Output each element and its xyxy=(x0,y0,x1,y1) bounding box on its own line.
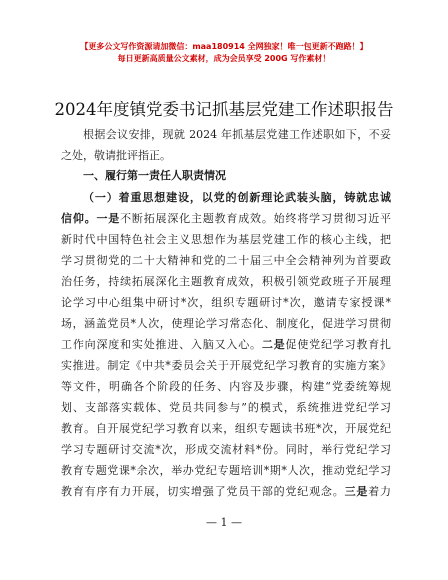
paragraph-line xyxy=(61,338,391,351)
enumeration-marker: 一是 xyxy=(96,212,121,225)
paragraph-line: 治任务，持续拓展深化主题教育成效，积极引领党政班子开展理 xyxy=(61,275,391,288)
page-number: — 1 — xyxy=(206,516,242,529)
enumeration-marker: 三是 xyxy=(344,485,369,498)
intro-line-2: 之处，敬请批评指正。 xyxy=(61,149,171,162)
paragraph-line: 等文件，明确各个阶段的任务、内容及步骤，构建“党委统筹规 xyxy=(61,380,391,393)
intro-line-1: 根据会议安排，现就 2024 年抓基层党建工作述职如下，不妥 xyxy=(83,128,391,141)
paragraph-line: 教育专题党课*余次，举办党纪专题培训*期*人次，推动党纪学习 xyxy=(61,464,391,477)
text-span: 着力 xyxy=(368,485,391,498)
paragraph-line: 学习贯彻党的二十大精神和党的二十届三中全会精神列为首要政 xyxy=(61,254,391,267)
subsection-heading-1: （一）着重思想建设，以党的创新理论武装头脑，铸就忠诚 xyxy=(83,191,391,204)
promo-banner-line-2: 每日更新高质量公文素材，成为会员享受 200G 写作素材！ xyxy=(117,54,331,63)
promo-banner-line-1: 【更多公文写作资源请加微信：maa180914 全网独家！唯一包更新不跑路！】 xyxy=(80,42,368,51)
paragraph-line: 教育。自开展党纪学习教育以来，组织专题读书班*次，开展党纪 xyxy=(61,422,391,435)
text-span: 不断拓展深化主题教育成效。始终将学习贯彻习近平 xyxy=(120,212,391,225)
document-title: 2024年度镇党委书记抓基层党建工作述职报告 xyxy=(54,100,394,119)
paragraph-line: 场，涵盖党员*人次，使理论学习常态化、制度化，促进学习贯彻 xyxy=(61,317,391,330)
paragraph-line: 实推进。制定《中共*委员会关于开展党纪学习教育的实施方案》 xyxy=(61,359,391,372)
enumeration-marker: 二是 xyxy=(261,338,286,351)
text-span: 工作向深度和实处推进、入脑又入心。 xyxy=(61,338,262,351)
paragraph-line xyxy=(61,212,391,225)
section-heading-1: 一、履行第一责任人职责情况 xyxy=(83,169,226,182)
paragraph-line xyxy=(61,485,391,498)
paragraph-line: 新时代中国特色社会主义思想作为基层党建工作的核心主线，把 xyxy=(61,233,391,246)
subsection-heading-1-end: 信仰。 xyxy=(61,212,97,225)
text-span: 教育有序有力开展，切实增强了党员干部的党纪观念。 xyxy=(61,485,345,498)
paragraph-line: 学习专题研讨交流*次，形成交流材料*份。同时，举行党纪学习 xyxy=(61,443,391,456)
paragraph-line: 论学习中心组集中研讨*次，组织专题研讨*次，邀请专家授课* xyxy=(61,296,391,309)
text-span: 促使党纪学习教育扎 xyxy=(285,338,391,351)
paragraph-line: 划、支部落实载体、党员共同参与”的模式，系统推进党纪学习 xyxy=(61,401,391,414)
